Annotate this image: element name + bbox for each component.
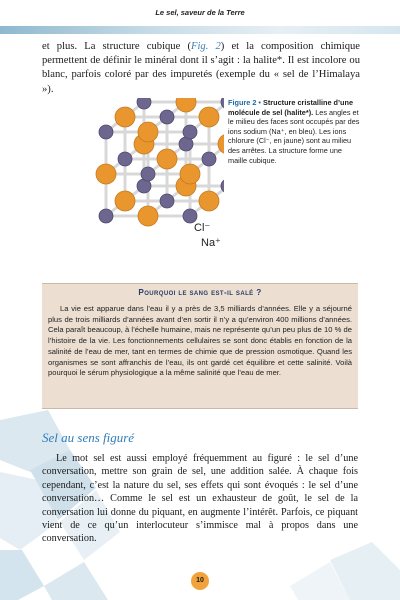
sidebar-box-text: La vie est apparue dans l’eau il y a près de 3,5 milliards d’années. Elle y a séjourné plus de trois milliards d’années avant d’en sortir il n’y a qu’environ 400 millions d’années. Cela paraît beaucoup, à l’échelle humaine, mais ne représente qu’un peu plus de 10 % de l’histoire de la vie. Les fonctionnements cellulaires se sont donc établis en fonction de la salinité de l’eau de mer, tant en termes de chimie que de pression osmotique. Quand les organismes se sont affranchis de l’eau, ils ont gardé cet équilibre et cette salinité. Voilà pourquoi le sérum physiologique a la même salinité que l’eau de mer. [48,304,352,378]
sidebar-box [42,283,358,409]
section-title: Sel au sens figuré [42,430,135,445]
sodium-ion [160,194,174,208]
chloride-ion [176,98,196,112]
running-header: Le sel, saveur de la Terre [0,0,400,26]
sodium-ion [141,167,155,181]
chloride-ion-label: Cl⁻ [194,222,211,234]
sodium-ion [160,110,174,124]
crystal-lattice-illustration [44,98,224,268]
intro-paragraph [42,40,360,97]
sodium-ion [183,209,197,223]
intro-part-1: et plus. La structure cubique ( [42,41,191,52]
sodium-ion [99,209,113,223]
chloride-ion [199,107,219,127]
sodium-ion [137,98,151,109]
chloride-ion [138,206,158,226]
figure-reference-link[interactable]: Fig. 2 [190,41,221,52]
page-number-badge: 10 [191,572,209,590]
figure-description: Les angles et le milieu des faces sont occupés par des ions sodium (Na⁺, en bleu). Les ions chlorure (Cl⁻, en jaune) sont au milieu des arrêtes. La structure forme une maille cubique. [228,107,360,165]
sodium-ion-label: Na⁺ [201,237,221,249]
chloride-ion [115,191,135,211]
chloride-ion [96,164,116,184]
chloride-ion [157,149,177,169]
chloride-ion [180,164,200,184]
figure-caption [228,98,360,165]
intro-part-2: ) et la composition chimique permettent de définir le minéral dont il s’agit : la halite*. Il est incolore ou blanc, parfois coloré par des impuretés (exemple du « sel de l’Himalaya »). [42,41,360,95]
caption-bullet: • [256,98,263,107]
sodium-ion [99,125,113,139]
figure-label: Figure 2 [228,98,257,107]
chloride-ion [138,122,158,142]
sodium-ion [118,152,132,166]
sodium-ion [183,125,197,139]
header-rule [0,26,400,34]
figure-title: Structure cristalline d’une molécule de sel (halite*). [228,98,354,117]
sodium-ion [202,152,216,166]
chloride-ion [115,107,135,127]
section-paragraph: Le mot sel est aussi employé fréquemment au figuré : le sel d’une conversation, mettre son grain de sel, une addition salée. À chaque fois cependant, c’est la nature du sel, ses effets qui sont évoqués : le sel d’une conversation… Comme le sel est un exhausteur de goût, le sel de la conversation lui donne du piquant, en augmente l’intérêt. Parfois, ce piquant vient de ce qu’un interlocuteur s’immisce mal à propos dans une conversation. [42,453,358,545]
sidebar-box-title: Pourquoi le sang est-il salé ? [138,288,262,297]
chloride-ion [199,191,219,211]
